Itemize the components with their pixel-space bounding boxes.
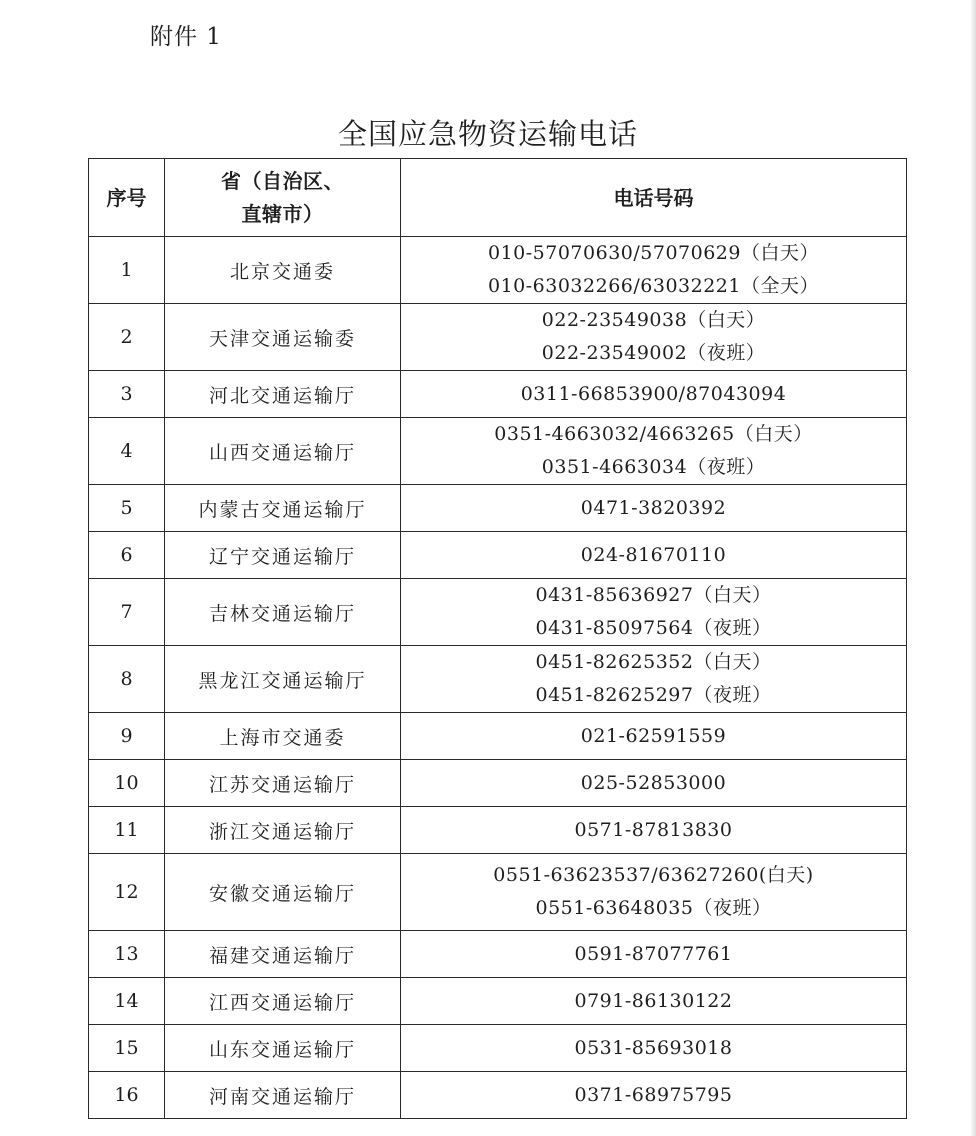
table-row [89,807,907,854]
phone-cell [401,1025,907,1072]
phone-number: 0431-85636927（白天） [535,584,772,606]
phone-cell [401,237,907,304]
phone-cell [401,1072,907,1119]
province-cell: 上海市交通委 [165,713,401,760]
table-row [89,485,907,532]
province-cell: 福建交通运输厅 [165,931,401,978]
attachment-label: 附件 1 [150,24,222,50]
province-cell: 浙江交通运输厅 [165,807,401,854]
seq-cell: 5 [89,485,165,532]
phone-number: 0551-63648035（夜班） [535,897,772,919]
table-row [89,532,907,579]
province-cell: 黑龙江交通运输厅 [165,646,401,713]
table-row [89,854,907,931]
seq-cell: 12 [89,854,165,931]
phone-number: 0471-3820392 [580,496,727,519]
phone-cell [401,760,907,807]
seq-cell: 6 [89,532,165,579]
phone-cell [401,304,907,371]
province-cell: 辽宁交通运输厅 [165,532,401,579]
phone-number: 010-63032266/63032221（全天） [487,275,819,297]
phone-number: 0451-82625352（白天） [535,651,772,673]
province-cell: 山西交通运输厅 [165,418,401,485]
province-cell: 天津交通运输委 [165,304,401,371]
seq-cell: 10 [89,760,165,807]
phone-number: 010-57070630/57070629（白天） [487,242,819,264]
phone-cell [401,485,907,532]
seq-cell: 2 [89,304,165,371]
phone-cell [401,854,907,931]
phone-cell [401,532,907,579]
phone-number: 0451-82625297（夜班） [535,684,772,706]
phone-cell [401,713,907,760]
phone-number: 025-52853000 [580,771,727,794]
table-row [89,1072,907,1119]
phone-number: 0311-66853900/87043094 [520,382,787,405]
phone-cell [401,931,907,978]
table-row [89,1025,907,1072]
document-title: 全国应急物资运输电话 [337,117,638,151]
header-phone: 电话号码 [401,159,907,237]
seq-cell: 3 [89,371,165,418]
phone-number: 0591-87077761 [574,942,733,965]
table-row [89,579,907,646]
phone-number: 0791-86130122 [574,989,733,1012]
phone-number: 0431-85097564（夜班） [535,617,772,639]
table-row [89,418,907,485]
scan-edge-shadow [970,0,976,1136]
phone-number: 0351-4663032/4663265（白天） [494,423,813,445]
table-row [89,371,907,418]
seq-cell: 7 [89,579,165,646]
phone-number: 021-62591559 [580,724,727,747]
phone-cell [401,579,907,646]
seq-cell: 1 [89,237,165,304]
phone-number: 0531-85693018 [574,1036,733,1059]
seq-cell: 15 [89,1025,165,1072]
province-cell: 北京交通委 [165,237,401,304]
table-row [89,237,907,304]
header-province-line2: 直辖市） [241,201,324,226]
phone-number: 024-81670110 [580,543,727,566]
phone-number: 0351-4663034（夜班） [541,456,766,478]
table-row [89,978,907,1025]
seq-cell: 4 [89,418,165,485]
province-cell: 河南交通运输厅 [165,1072,401,1119]
header-seq: 序号 [89,159,165,237]
table-row [89,646,907,713]
table-row [89,304,907,371]
table-row [89,760,907,807]
phone-cell [401,646,907,713]
province-cell: 内蒙古交通运输厅 [165,485,401,532]
seq-cell: 8 [89,646,165,713]
phone-number: 022-23549002（夜班） [541,342,766,364]
province-cell: 江苏交通运输厅 [165,760,401,807]
seq-cell: 14 [89,978,165,1025]
table-row [89,931,907,978]
province-cell: 河北交通运输厅 [165,371,401,418]
phone-table [88,158,907,1119]
phone-cell [401,418,907,485]
phone-number: 0551-63623537/63627260(白天) [493,864,814,886]
province-cell: 江西交通运输厅 [165,978,401,1025]
phone-cell [401,371,907,418]
phone-number: 0571-87813830 [574,818,733,841]
seq-cell: 13 [89,931,165,978]
phone-cell [401,807,907,854]
table-header-row [89,159,907,237]
seq-cell: 9 [89,713,165,760]
phone-number: 022-23549038（白天） [541,309,766,331]
table-row [89,713,907,760]
header-province-line1: 省（自治区、 [221,168,344,193]
province-cell: 山东交通运输厅 [165,1025,401,1072]
seq-cell: 11 [89,807,165,854]
header-province [165,159,401,237]
province-cell: 安徽交通运输厅 [165,854,401,931]
phone-cell [401,978,907,1025]
province-cell: 吉林交通运输厅 [165,579,401,646]
seq-cell: 16 [89,1072,165,1119]
phone-number: 0371-68975795 [574,1083,733,1106]
